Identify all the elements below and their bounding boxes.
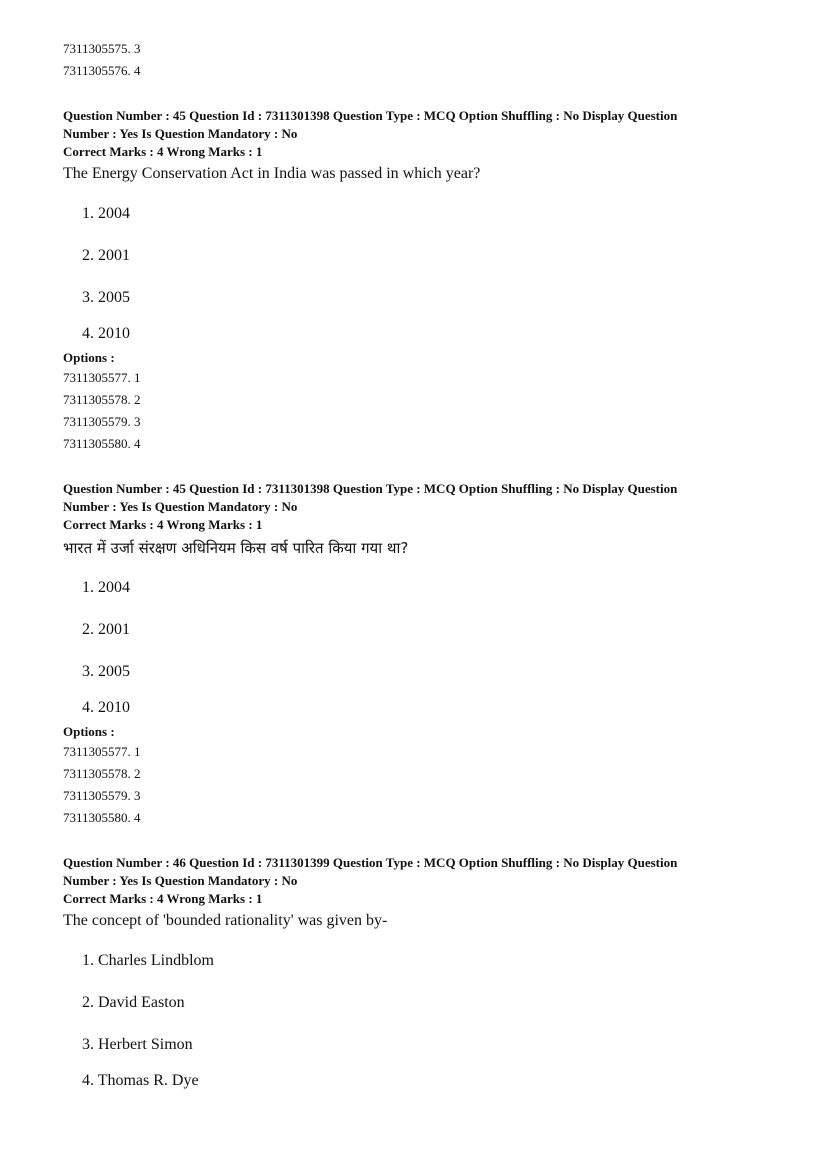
option-id-line: 7311305577. 1 bbox=[63, 744, 141, 759]
question-header bbox=[63, 107, 768, 143]
spacer bbox=[63, 829, 773, 854]
answer-choices bbox=[63, 940, 773, 1096]
question-header bbox=[63, 854, 768, 890]
question-text: The Energy Conservation Act in India was passed in which year? bbox=[63, 165, 481, 182]
answer-choice: 1. 2004 bbox=[82, 579, 130, 596]
question-header bbox=[63, 480, 768, 516]
option-number: 2 bbox=[134, 766, 141, 781]
option-id-line: 7311305579. 3 bbox=[63, 788, 141, 803]
question-header-line: Number : Yes Is Question Mandatory : No bbox=[63, 873, 298, 888]
answer-choice: 1. 2004 bbox=[82, 205, 130, 222]
option-id: 7311305577 bbox=[63, 744, 128, 759]
option-id: 7311305580 bbox=[63, 436, 128, 451]
answer-choice: 4. 2010 bbox=[82, 325, 130, 342]
option-id: 7311305580 bbox=[63, 810, 128, 825]
answer-choice: 3. 2005 bbox=[82, 663, 130, 680]
option-id-list bbox=[63, 741, 773, 829]
option-id-line: 7311305579. 3 bbox=[63, 414, 141, 429]
spacer bbox=[63, 82, 773, 107]
spacer bbox=[63, 455, 773, 480]
options-label: Options : bbox=[63, 724, 115, 739]
option-id-list bbox=[63, 367, 773, 455]
option-id: 7311305575 bbox=[63, 41, 128, 56]
option-id-line: 7311305580. 4 bbox=[63, 810, 141, 825]
option-number: 2 bbox=[134, 392, 141, 407]
option-number: 4 bbox=[134, 810, 141, 825]
option-number: 4 bbox=[134, 63, 141, 78]
option-id: 7311305578 bbox=[63, 766, 128, 781]
answer-choice: 2. 2001 bbox=[82, 621, 130, 638]
question-text: भारत में उर्जा संरक्षण अधिनियम किस वर्ष पारित किया गया था? bbox=[63, 539, 409, 557]
option-id-line: 7311305575. 3 bbox=[63, 41, 141, 56]
question-block bbox=[63, 107, 773, 455]
question-block bbox=[63, 854, 773, 1096]
marks-line: Correct Marks : 4 Wrong Marks : 1 bbox=[63, 517, 263, 532]
option-id-line: 7311305577. 1 bbox=[63, 370, 141, 385]
answer-choice: 3. 2005 bbox=[82, 289, 130, 306]
option-id-line: 7311305578. 2 bbox=[63, 766, 141, 781]
option-number: 1 bbox=[134, 370, 141, 385]
answer-choice: 3. Herbert Simon bbox=[82, 1036, 193, 1053]
option-number: 3 bbox=[134, 41, 141, 56]
option-id: 7311305579 bbox=[63, 788, 128, 803]
question-header-line: Number : Yes Is Question Mandatory : No bbox=[63, 126, 298, 141]
answer-choice: 2. David Easton bbox=[82, 994, 185, 1011]
question-block bbox=[63, 480, 773, 829]
option-id: 7311305576 bbox=[63, 63, 128, 78]
option-id: 7311305579 bbox=[63, 414, 128, 429]
option-id: 7311305578 bbox=[63, 392, 128, 407]
answer-choice: 1. Charles Lindblom bbox=[82, 952, 214, 969]
option-number: 3 bbox=[134, 788, 141, 803]
question-header-line: Question Number : 46 Question Id : 7311301399 Question Type : MCQ Option Shuffling : No Display Question bbox=[63, 855, 678, 870]
document-page bbox=[63, 38, 773, 1096]
answer-choice: 4. 2010 bbox=[82, 699, 130, 716]
option-id-line: 7311305576. 4 bbox=[63, 63, 141, 78]
marks-line: Correct Marks : 4 Wrong Marks : 1 bbox=[63, 144, 263, 159]
question-text: The concept of 'bounded rationality' was given by- bbox=[63, 912, 388, 929]
answer-choice: 4. Thomas R. Dye bbox=[82, 1072, 199, 1089]
option-number: 3 bbox=[134, 414, 141, 429]
question-header-line: Question Number : 45 Question Id : 7311301398 Question Type : MCQ Option Shuffling : No Display Question bbox=[63, 108, 678, 123]
marks-line: Correct Marks : 4 Wrong Marks : 1 bbox=[63, 891, 263, 906]
answer-choices bbox=[63, 567, 773, 723]
question-header-line: Question Number : 45 Question Id : 7311301398 Question Type : MCQ Option Shuffling : No Display Question bbox=[63, 481, 678, 496]
option-id-line: 7311305580. 4 bbox=[63, 436, 141, 451]
top-option-list bbox=[63, 38, 773, 82]
answer-choices bbox=[63, 193, 773, 349]
option-id-line: 7311305578. 2 bbox=[63, 392, 141, 407]
answer-choice: 2. 2001 bbox=[82, 247, 130, 264]
option-number: 4 bbox=[134, 436, 141, 451]
option-number: 1 bbox=[134, 744, 141, 759]
options-label: Options : bbox=[63, 350, 115, 365]
question-header-line: Number : Yes Is Question Mandatory : No bbox=[63, 499, 298, 514]
option-id: 7311305577 bbox=[63, 370, 128, 385]
